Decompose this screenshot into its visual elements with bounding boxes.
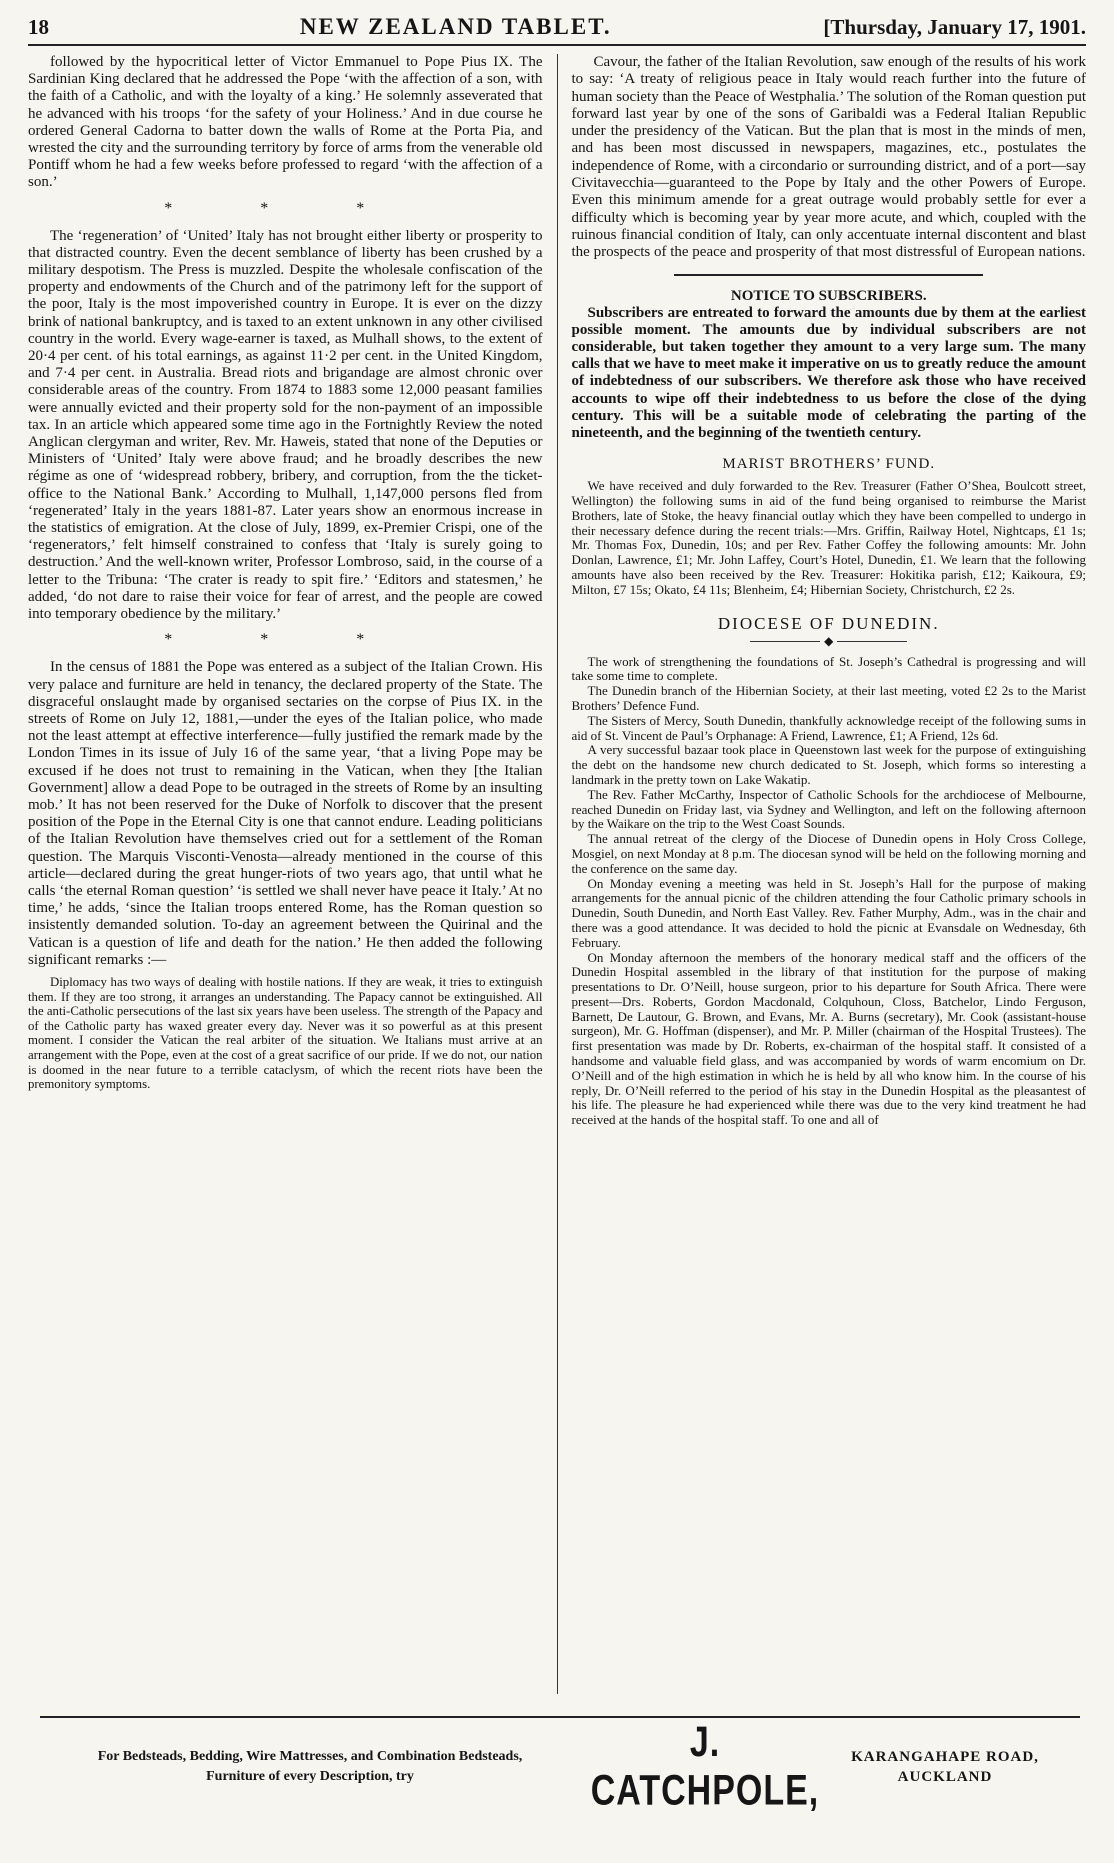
diocese-paragraph: On Monday afternoon the members of the honorary medical staff and the officers of the Dunedin Hospital assembled in the library of that institution for the purpose of making presentations to Dr. O’Neill, house surgeon, prior to his departure for South Africa. There were present—Drs. Roberts, Gordon Macdonald, Colquhoun, Closs, Batchelor, Lindo Ferguson, Barnett, De Lautour, G. Brown, and Evans, Mr. A. Burns (secretary), Mr. Cook (assistant-house surgeon), Mr. G. Hoffman (dispenser), and Mr. P. Miller (chairman of the Hospital Trustees). The first presentation was made by Dr. Roberts, ex-chairman of the hospital staff. It consisted of a handsome and valuable field glass, and was accompanied by words of warm encomium on Dr. O’Neill and of the high estimation in which he is held by all who know him. In the course of his reply, Dr. O’Neill referred to the period of his stay in the Dunedin Hospital as the pleasantest of his life. The pleasure he had experienced while there was due to the very kind treatment he had received at the hands of the hospital staff. To one and all of [571,949,1086,1128]
diocese-paragraph: The annual retreat of the clergy of the Diocese of Dunedin opens in Holy Cross College, Mosgiel, on next Monday at 8 p.m. The diocesan synod will be held on the following morning and the conference on the same day. [571,831,1086,876]
notice-text: Subscribers are entreated to forward the amounts due by them at the earliest possible moment. The amounts due by individual subscribers are not considerable, but taken together they amount to a very large sum. The many calls that we have to meet make it imperative on us to greatly reduce the amount of indebtedness of our subscribers. We therefore ask those who have received accounts to wipe off their indebtedness to us before the close of the dying century. This will be a suitable mode of celebrating the parting of the nineteenth, and the beginning of the twentieth century. [571,304,1086,441]
newspaper-title: NEW ZEALAND TABLET. [299,14,612,39]
advertisement-line-1: For Bedsteads, Bedding, Wire Mattresses, and Combination Bedsteads, [97,1749,523,1764]
address-line-2: AUCKLAND [897,1769,993,1785]
advertiser-address [830,1747,1060,1787]
diocese-paragraph: The Rev. Father McCarthy, Inspector of Catholic Schools for the archdiocese of Melbourne, reached Dunedin on Friday last, via Sydney and Wellington, and left on the following afternoon by the Waikare on the trip to the West Coast Sounds. [571,786,1086,832]
section-separator-1: * * * [164,199,407,217]
article-paragraph-2: The ‘regeneration’ of ‘United’ Italy has not brought either liberty or prosperity to that distracted country. Even the decent semblance of liberty has been crushed by a military despotism. The Press is muzzled. Despite the wholesale confiscation of the property and endowments of the Church and of the patrimony left for the support of the poor, Italy is the most impoverished country in Europe. It is ever on the dizzy brink of national bankruptcy, and is taxed to an extent unknown in any other civilised country in the world. Every wage-earner is taxed, as Mulhall shows, to the extent of 20·4 per cent. of his total earnings, as against 11·2 per cent. in the United Kingdom, and 7·4 per cent. in Australia. Bread riots and brigandage are almost chronic over considerable areas of the country. From 1874 to 1883 some 12,000 peasant families were annually evicted and their property sold for the non-payment of an impossible tax. In an article which appeared some time ago in the Fortnightly Review the noted Anglican clergyman and writer, Rev. Mr. Haweis, stated that none of the Deputies or Ministers of ‘United’ Italy were above fraud; and he broadly describes the new régime as one of ‘widespread robbery, bribery, and corruption, from the the ticket-office to the National Bank.’ According to Mulhall, 1,147,000 persons fled from ‘regenerated’ Italy in the years 1881-87. Later years show an enormous increase in the statistics of emigration. At the close of July, 1899, ex-Premier Crispi, one of the ‘regenerators,’ felt himself constrained to confess that ‘Italy is surely going to destruction.’ And the well-known writer, Professor Lombroso, said, in the course of a letter to the Tribuna: ‘The crater is ready to spit fire.’ ‘Editors and statesmen,’ he added, ‘do not dare to raise their voice for fear of arrest, and the people are cowed into temporary obedience by the military.’ [28,227,543,623]
address-line-1: KARANGAHAPE ROAD, [851,1749,1039,1765]
quote-text: Diplomacy has two ways of dealing with hostile nations. If they are weak, it tries to extinguish them. If they are too strong, it arranges an understanding. The Papacy cannot be extinguished. All the anti-Catholic persecutions of the last six years have been useless. The strength of the Papacy and of the Catholic party has waxed greater every day. Never was it so powerful as at this present moment. I consider the Vatican the real arbiter of the situation. We Italians must arrive at an arrangement with the Pope, even at the cost of a great sacrifice of our pride. If we do not, our nation is doomed in the near future to a terrible cataclysm, of which the recent riots have been the premonitory symptoms. [28,974,543,1092]
cavour-paragraph: Cavour, the father of the Italian Revolution, saw enough of the results of his work to say: ‘A treaty of religious peace in Italy would reach further into the future of human society than the Peace of Westphalia.’ The solution of the Roman question put forward last year by one of the sons of Garibaldi was a Federal Italian Republic under the presidency of the Vatican. But the plan that is most in the minds of men, and has been most discussed in newspapers, magazines, etc., postulates the independence of Rome, with a circondario or surrounding district, and of a port—say Civitavecchia—guaranteed to the Pope by Italy and the other Powers of Europe. Even this minimum amende for a great outrage would probably settle for ever a difficulty which is becoming year by year more acute, and which, coupled with the ruinous financial condition of Italy, can only accentuate internal discontent and blast the prospects of the peace and prosperity of that most distressful of European nations. [571,54,1086,261]
advertisement [40,1718,1080,1815]
diocese-heading: DIOCESE OF DUNEDIN. [717,613,940,633]
article-paragraph-3: In the census of 1881 the Pope was entered as a subject of the Italian Crown. His very palace and furniture are held in tenancy, the declared property of the State. The disgraceful onslaught made by organised sectaries on the corpse of Pius IX. in the streets of Rome on July 12, 1881,—under the eyes of the Italian police, who made not the least attempt at effective interference—fully justified the remark made by the London Times in its issue of July 16 of the same year, ‘that a living Pope may be excused if he does not trust to remaining in the Vatican, when they [the Italian Government] allow a dead Pope to be outraged in the streets of Rome by an insulting mob.’ It has not been reserved for the Duke of Norfolk to discover that the present position of the Pope in the Eternal City is one that cannot endure. Leading politicians of the Italian Revolution have themselves cried out for a settlement of the Roman question. The Marquis Visconti-Venosta—already mentioned in the course of this article—declared during the great hunger-riots of two years ago, that until what he calls ‘the eternal Roman question’ ‘is settled we shall never have peace it Italy.’ At no time,’ he adds, ‘since the Italian troops entered Rome, has the Roman question so insistently demanded solution. To-day an agreement between the Quirinal and the Vatican is a question of life and death for the nation.’ He then added the following significant remarks :— [28,659,543,968]
columns [28,54,1086,1694]
diocese-paragraph: A very successful bazaar took place in Queenstown last week for the purpose of extinguishing the debt on the handsome new church dedicated to St. Joseph, which forms so interesting a landmark in the pretty town on Lake Wakatip. [571,742,1086,787]
marist-heading: MARIST BROTHERS’ FUND. [722,456,936,473]
page-number: 18 [28,15,49,39]
diocese-section [572,655,1087,1129]
marist-section [572,479,1087,597]
marist-text: We have received and duly forwarded to the Rev. Treasurer (Father O’Shea, Boulcott street, Wellington) the following sums in aid of the fund being organised to reimburse the Marist Brothers, late of Stoke, the heavy financial outlay which they have been compelled to undergo in their necessary defence during the recent trials:—Mrs. Griffin, Railway Hotel, Nightcaps, £1 1s; Mr. Thomas Fox, Dunedin, 10s; and per Rev. Father Coffey the following amounts: Mr. John Donlan, Lawrence, £1; Mr. John Laffey, Court’s Hotel, Dunedin, £1. We learn that the following amounts have also been received by the Rev. Treasurer: Hokitika parish, £12; Kaikoura, £9; Milton, £7 15s; Okato, £4 11s; Blenheim, £4; Hibernian Society, Christchurch, £2 2s. [571,478,1086,597]
diamond-ornament-icon: ◆ [572,634,1087,649]
separator-rule [674,274,983,276]
diocese-paragraph: On Monday evening a meeting was held in St. Joseph’s Hall for the purpose of making arrangements for the annual picnic of the children attending the four Catholic primary schools in Dunedin, South Dunedin, and North East Valley. Rev. Father Murphy, Adm., was in the chair and there was a good attendance. It was decided to hold the picnic at Evansdale on Wednesday, 6th February. [571,875,1086,950]
article-paragraph-1: followed by the hypocritical letter of Victor Emmanuel to Pope Pius IX. The Sardinian King declared that he addressed the Pope ‘with the affection of a son, with the faith of a Catholic, and with the loyalty of a king.’ He solemnly asseverated that he advanced with his troops ‘for the safety of your Holiness.’ And in due course he ordered General Cadorna to batter down the walls of Rome at the Porta Pia, and wrested the city and the surrounding territory by force of arms from the venerable old Pontiff whom he had a few weeks before professed to regard ‘with the affection of a son.’ [28,54,543,191]
diocese-paragraph: The Sisters of Mercy, South Dunedin, thankfully acknowledge receipt of the following sums in aid of St. Vincent de Paul’s Orphanage: A Friend, Lawrence, £1; A Friend, 12s 6d. [571,712,1086,743]
masthead [28,14,1086,46]
left-column [28,54,557,1694]
advertisement-line-2: Furniture of every Description, try [206,1769,414,1784]
right-column [557,54,1087,1694]
notice-heading: NOTICE TO SUBSCRIBERS. [730,287,927,304]
issue-date: [Thursday, January 17, 1901. [823,15,1086,39]
advertiser-name: J. CATCHPOLE, [590,1718,820,1815]
notice-section [572,305,1087,443]
section-separator-2: * * * [164,631,407,649]
diocese-paragraph: The Dunedin branch of the Hibernian Society, at their last meeting, voted £2 2s to the Marist Brothers’ Defence Fund. [571,683,1086,713]
diocese-paragraph: The work of strengthening the foundations of St. Joseph’s Cathedral is progressing and will take some time to complete. [571,653,1086,684]
advertisement-text [40,1747,580,1787]
advertisement-rule [40,1716,1080,1718]
block-quote [28,975,543,1092]
